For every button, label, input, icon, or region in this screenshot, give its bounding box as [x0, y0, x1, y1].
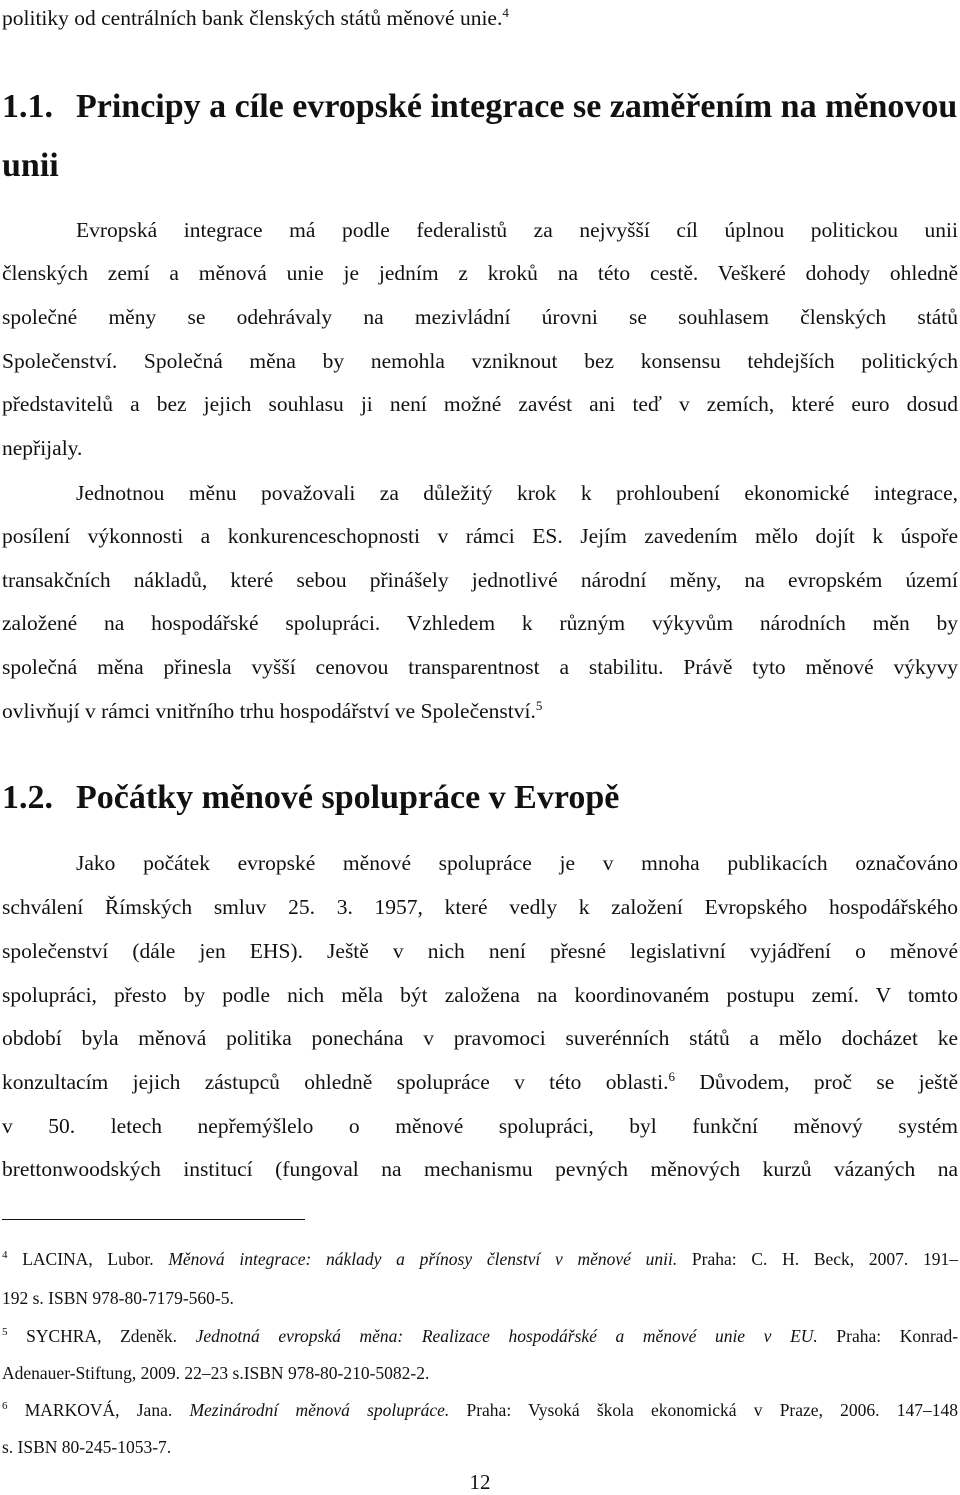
section-title: Počátky měnové spolupráce v Evropě	[76, 779, 620, 816]
footnote-number: 6	[2, 1400, 8, 1413]
paragraph-line: brettonwoodských institucí (fungoval na mechanismu pevných měnových kurzů vázaných na	[2, 1157, 958, 1181]
paragraph-line: založené na hospodářské spolupráci. Vzhledem k různým výkyvům národních měn by	[2, 611, 958, 635]
paragraph-line: konzultacím jejich zástupců ohledně spolupráce v této oblasti.$^6$ Důvodem, proč se ještě	[2, 1068, 958, 1094]
paragraph-line: společná měna přinesla vyšší cenovou transparentnost a stabilitu. Právě tyto měnové výkyvy	[2, 655, 958, 679]
paragraph-line: posílení výkonnosti a konkurenceschopnosti v rámci ES. Jejím zavedením mělo dojít k úspoře	[2, 524, 958, 548]
paragraph-line: transakčních nákladů, které sebou přinášely jednotlivé národní měny, na evropském území	[2, 568, 958, 592]
paragraph-line: spolupráci, přesto by podle nich měla být založena na koordinovaném postupu zemí. V tomto	[2, 983, 958, 1007]
paragraph-line: Evropská integrace má podle federalistů za nejvyšší cíl úplnou politickou unii	[76, 218, 958, 242]
section-title-cont: unii	[2, 147, 59, 184]
paragraph-line: Jednotnou měnu považovali za důležitý krok k prohloubení ekonomické integrace,	[76, 481, 958, 505]
footnote-4-cont: 192 s. ISBN 978-80-7179-560-5.	[2, 1288, 234, 1308]
paragraph-line: společenství (dále jen EHS). Ještě v nich není přesné legislativní vyjádření o měnové	[2, 939, 958, 963]
footnote-6-cont: s. ISBN 80-245-1053-7.	[2, 1437, 172, 1457]
footnote-5: $^5$ SYCHRA, Zdeněk. Jednotná evropská měna: Realizace hospodářské a měnové unie v EU. Praha: Konrad-	[2, 1326, 959, 1346]
section-heading-1-1	[2, 87, 957, 127]
footnote-4: $^4$ LACINA, Lubor. Měnová integrace: náklady a přínosy členství v měnové unii. Praha: C. H. Beck, 2007. 191–	[2, 1249, 958, 1269]
paragraph-line: Jako počátek evropské měnové spolupráce je v mnoha publikacích označováno	[76, 851, 958, 875]
footnote-5-cont: Adenauer-Stiftung, 2009. 22–23 s.ISBN 978-80-210-5082-2.	[2, 1363, 430, 1383]
paragraph-line: Společenství. Společná měna by nemohla vzniknout bez konsensu tehdejších politických	[2, 349, 958, 373]
paragraph-line: společné měny se odehrávaly na mezivládní úrovni se souhlasem členských států	[2, 305, 958, 329]
section-number: 1.2.	[2, 779, 53, 816]
section-heading-1-1-cont	[2, 146, 59, 186]
footnote-number: 5	[2, 1326, 8, 1339]
footnote-6: $^6$ MARKOVÁ, Jana. Mezinárodní měnová spolupráce. Praha: Vysoká škola ekonomická v Praze, 2006. 147–148	[2, 1400, 959, 1420]
paragraph-line: nepřijaly.	[2, 436, 83, 460]
footnote-number: 4	[2, 1249, 8, 1262]
footnote-ref: 4	[502, 4, 509, 20]
paragraph-line: ovlivňují v rámci vnitřního trhu hospodářství ve Společenství.$^5$	[2, 697, 543, 723]
section-heading-1-2	[2, 778, 619, 818]
section-title: Principy a cíle evropské integrace se zaměřením na měnovou	[76, 88, 958, 125]
paragraph-line: představitelů a bez jejich souhlasu ji není možné zavést ani teď v zemích, které euro dosud	[2, 392, 958, 416]
page-number: 12	[469, 1470, 491, 1494]
paragraph-line: členských zemí a měnová unie je jedním z kroků na této cestě. Veškeré dohody ohledně	[2, 261, 958, 285]
section-number: 1.1.	[2, 88, 53, 125]
footnote-separator	[2, 1219, 305, 1220]
footnote-ref: 6	[668, 1068, 675, 1084]
paragraph-line: v 50. letech nepřemýšlelo o měnové spolupráci, byl funkční měnový systém	[2, 1114, 958, 1138]
continuation-line: politiky od centrálních bank členských států měnové unie.$^4$	[2, 4, 509, 30]
paragraph-line: schválení Římských smluv 25. 3. 1957, které vedly k založení Evropského hospodářského	[2, 895, 958, 919]
paragraph-line: období byla měnová politika ponechána v pravomoci suverénních států a mělo docházet ke	[2, 1026, 958, 1050]
footnote-ref: 5	[535, 697, 543, 713]
